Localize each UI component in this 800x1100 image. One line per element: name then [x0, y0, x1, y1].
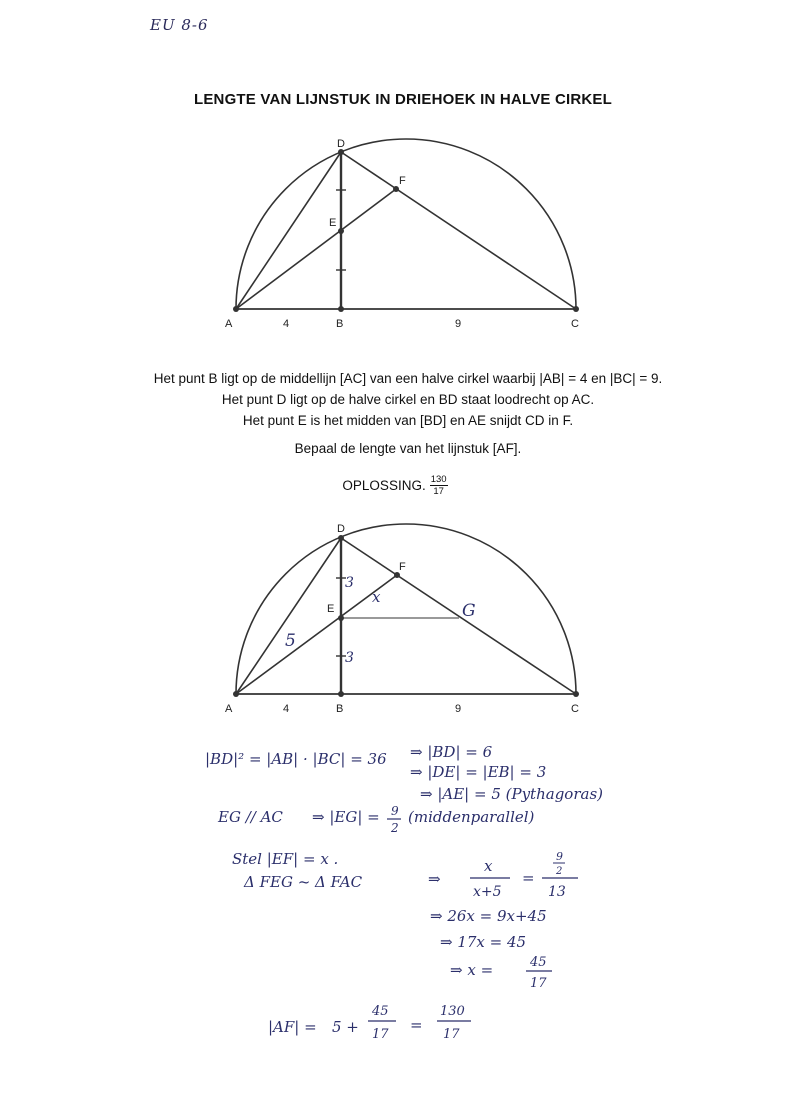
figure2-point-a — [233, 691, 239, 697]
hw-line8: ⇒ 17x = 45 — [440, 933, 527, 951]
figure2-length-ab: 4 — [283, 703, 290, 715]
figure1-segment-ad — [236, 152, 341, 309]
hw-line9-num: 45 — [530, 955, 547, 970]
figure1-point-b — [338, 306, 344, 312]
hw-line9-den: 17 — [530, 976, 547, 991]
hw-line10-left: |AF| = — [268, 1018, 317, 1036]
hw-line6-den: x+5 — [473, 884, 502, 900]
figure2-label-a: A — [225, 703, 233, 715]
hw-line4-den: 2 — [391, 821, 399, 835]
solution-label: OPLOSSING. — [342, 478, 426, 493]
hw-line4-note: (middenparallel) — [408, 808, 535, 826]
figure1-label-c: C — [571, 318, 579, 330]
figure-1 — [236, 139, 576, 309]
solution-answer — [0, 474, 790, 497]
figure1-label-b: B — [336, 318, 344, 330]
hw-line10-rnum: 130 — [440, 1004, 465, 1019]
hw-line6-rden: 13 — [548, 884, 566, 900]
hw-line4-mid: ⇒ |EG| = — [312, 808, 380, 826]
figure2-point-b — [338, 691, 344, 697]
figure1-vertices — [233, 149, 579, 312]
figure2-label-d: D — [337, 523, 345, 535]
figure2-segment-ad — [236, 538, 341, 694]
figure2-semicircle — [236, 524, 576, 694]
hw-line9-left: ⇒ x = — [450, 961, 494, 979]
problem-line-3: Het punt E is het midden van [BD] en AE snijdt CD in F. — [242, 413, 574, 428]
figure1-length-bc: 9 — [455, 318, 462, 330]
figure2-point-e — [338, 615, 344, 621]
figure2-length-bc: 9 — [455, 703, 462, 715]
hw-line4-left: EG // AC — [218, 808, 283, 826]
figure1-point-c — [573, 306, 579, 312]
figure1-point-a — [233, 306, 239, 312]
page-code-handwritten: EU 8-6 — [150, 16, 209, 34]
hw-line10-rden: 17 — [443, 1027, 460, 1042]
figure1-label-a: A — [225, 318, 233, 330]
figure-2 — [236, 524, 576, 694]
solution-numerator: 130 — [430, 474, 447, 485]
figure1-segment-af — [236, 189, 396, 309]
hw-line6-num: x — [484, 857, 493, 875]
figure1-label-d: D — [337, 138, 345, 150]
figure1-length-ab: 4 — [283, 318, 290, 330]
figure1-semicircle — [236, 139, 576, 309]
figure1-point-e — [338, 228, 344, 234]
hw-line6-eq: = — [522, 869, 535, 887]
figure2-annotation-g: G — [462, 601, 476, 621]
figure2-label-f: F — [399, 561, 406, 573]
hw-line10-den: 17 — [372, 1027, 389, 1042]
figure2-point-d — [338, 535, 344, 541]
figure2-annotation-de: 3 — [345, 575, 354, 591]
hw-line6-rnum: 9 — [556, 850, 563, 863]
hw-line7: ⇒ 26x = 9x+45 — [430, 907, 547, 925]
figure2-vertices — [233, 535, 579, 697]
problem-statement — [0, 368, 800, 431]
figure1-segment-dc — [341, 152, 576, 309]
figure2-label-e: E — [327, 603, 335, 615]
problem-line-2: Het punt D ligt op de halve cirkel en BD staat loodrecht op AC. — [221, 392, 595, 407]
figure1-label-f: F — [399, 175, 406, 187]
figure2-segment-dc — [341, 538, 576, 694]
handwritten-solution — [205, 743, 603, 1042]
solution-denominator: 17 — [433, 486, 444, 497]
hw-line10-eq: = — [410, 1016, 423, 1034]
hw-line3: ⇒ |AE| = 5 (Pythagoras) — [420, 785, 603, 803]
figure2-annotation-ef: x — [372, 588, 381, 606]
figure2-annotation-eb: 3 — [345, 650, 354, 666]
hw-line5: Stel |EF| = x . — [232, 850, 339, 868]
hw-line1-left: |BD|² = |AB| · |BC| = 36 — [205, 750, 387, 768]
figure2-point-c — [573, 691, 579, 697]
figure2-annotation-ae: 5 — [285, 631, 296, 651]
hw-line6-arrow: ⇒ — [428, 870, 441, 888]
problem-line-1: Het punt B ligt op de middellijn [AC] van een halve cirkel waarbij |AB| = 4 en |BC| = 9. — [153, 371, 663, 386]
hw-line10-num: 45 — [372, 1004, 389, 1019]
hw-line2: ⇒ |DE| = |EB| = 3 — [410, 763, 547, 781]
hw-line10-mid: 5 + — [332, 1018, 359, 1036]
figure2-label-b: B — [336, 703, 344, 715]
hw-line1-right: ⇒ |BD| = 6 — [410, 743, 493, 761]
figure1-label-e: E — [329, 217, 337, 229]
document-title: LENGTE VAN LIJNSTUK IN DRIEHOEK IN HALVE CIRKEL — [193, 91, 613, 108]
hw-line4-num: 9 — [391, 804, 399, 818]
solution-fraction — [430, 474, 448, 497]
hw-line6-rnum-sub: 2 — [556, 866, 563, 877]
figure2-label-c: C — [571, 703, 579, 715]
hw-line6-left: Δ FEG ~ Δ FAC — [244, 873, 363, 891]
problem-question: Bepaal de lengte van het lijnstuk [AF]. — [294, 441, 522, 456]
